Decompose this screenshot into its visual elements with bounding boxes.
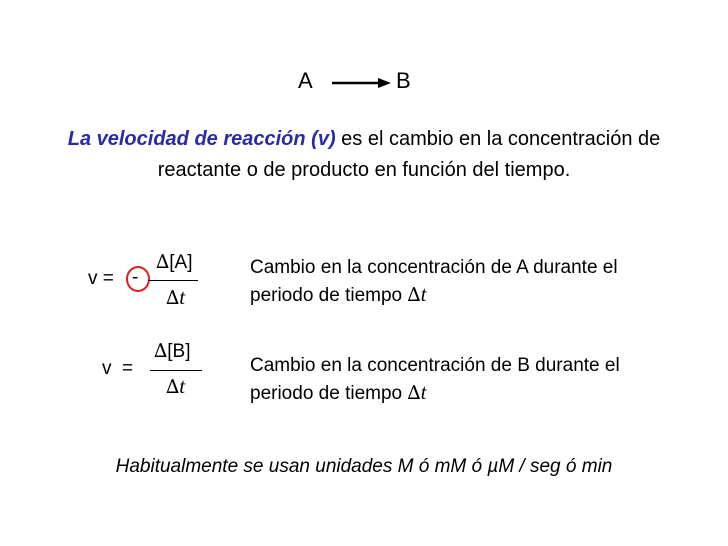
rate-description-b: Cambio en la concentración de B durante el periodo de tiempo ∆t bbox=[250, 355, 620, 404]
rate-description-a: Cambio en la concentración de A durante el periodo de tiempo ∆t bbox=[250, 257, 618, 306]
fraction-denominator: ∆t bbox=[166, 374, 186, 398]
definition-text: es el cambio en la concentración de reactante o de producto en función del tiempo. bbox=[157, 128, 661, 181]
fraction-bar bbox=[150, 370, 202, 371]
definition-term: La velocidad de reacción (v) bbox=[67, 128, 336, 150]
fraction-denominator: ∆t bbox=[166, 285, 186, 309]
fraction-numerator: ∆[B] bbox=[154, 340, 191, 362]
reaction-arrow-icon bbox=[330, 76, 392, 90]
product-label: B bbox=[396, 68, 411, 93]
reaction-equation bbox=[0, 68, 728, 104]
rate-definition bbox=[40, 124, 688, 186]
reactant-label: A bbox=[298, 68, 313, 93]
velocity-label: v = bbox=[102, 358, 134, 379]
fraction-numerator: ∆[A] bbox=[156, 251, 193, 273]
units-note: Habitualmente se usan unidades M ó mM ó µM / seg ó min bbox=[115, 456, 613, 477]
fraction-bar bbox=[148, 280, 198, 281]
velocity-label: v = bbox=[88, 268, 114, 289]
negative-sign: - bbox=[132, 267, 139, 288]
